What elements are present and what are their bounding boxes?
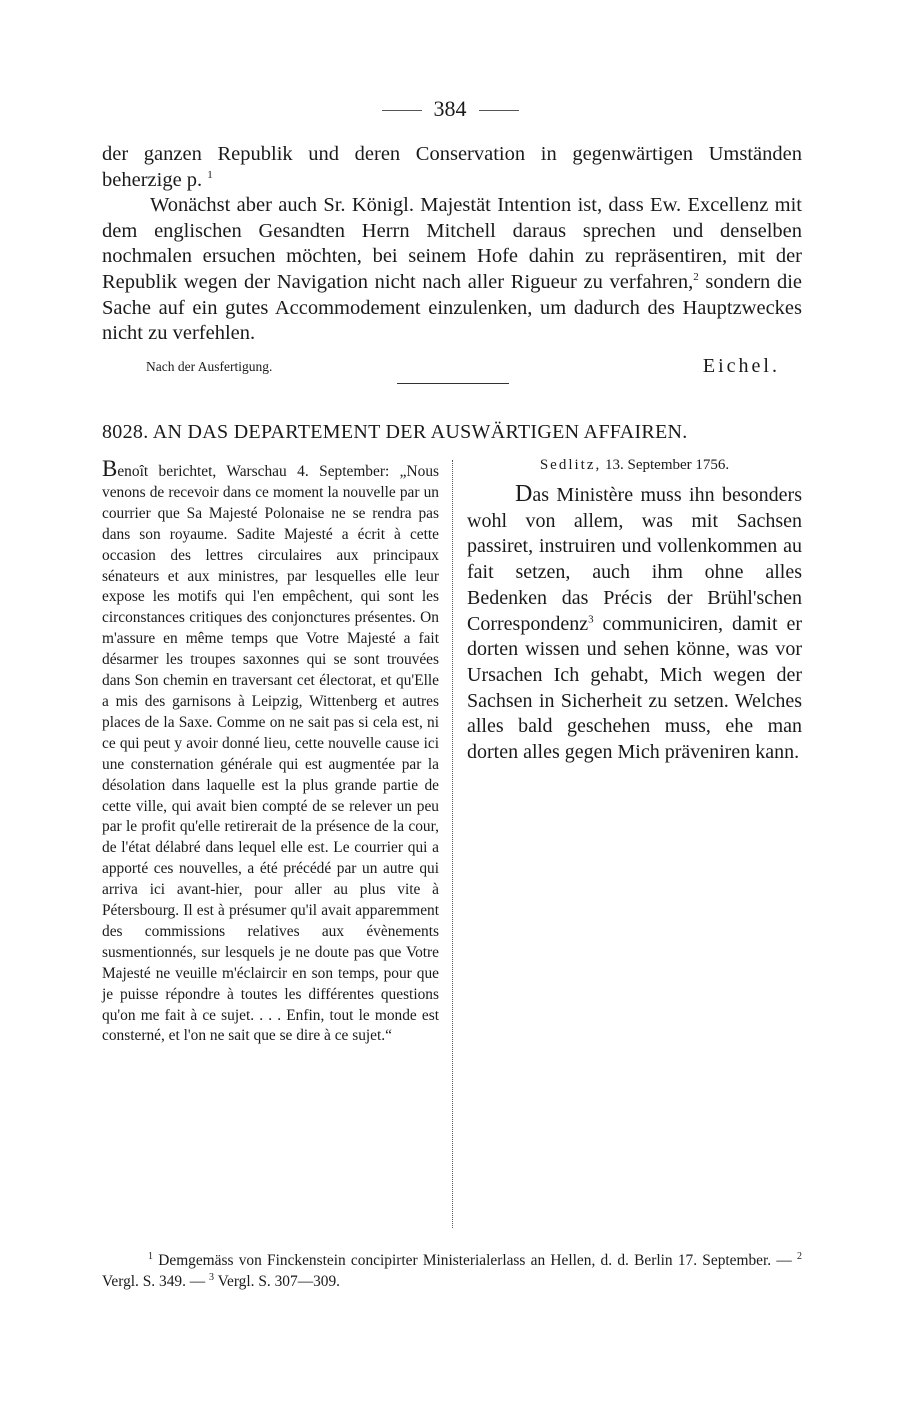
date: 13. September 1756.	[605, 457, 730, 473]
header-rule-left	[382, 110, 422, 111]
signature-row	[146, 355, 780, 381]
footnote-ref-3: 3	[588, 612, 594, 625]
column-divider	[452, 460, 453, 1228]
drop-initial-b: B	[102, 456, 118, 481]
report-text: enoît berichtet, Warschau 4. September: „Nous venons de recevoir dans ce moment la nouvelle par un courrier que Sa Majesté Polonaise ne se rendra pas dans son royaume. Sadite Majesté a écrit à cette occasion des lettres circulaires aux principaux sénateurs et aux ministres, par lesquelles elle leur expose les motifs qui l'en empêchent, qui sont les circonstances critiques des conjonctures présentes. On m'assure en même temps que Votre Majesté a fait désarmer les troupes saxonnes qui se sont trouvées dans Son chemin en traversant cet électorat, et qu'Elle a mis des garnisons à Leipzig, Wittenberg et autres places de la Saxe. Comme on ne sait pas si cela est, ni ce qui peut y avoir donné lieu, cette nouvelle cause ici une consternation générale qui est augmentée par la désolation dans laquelle est la plus grande partie de cette ville, qui avait bien compté de se relever un peu par le profit qu'elle retirerait de la présence de la cour, de l'état délabré dans lequel elle est. Le courrier qui a apporté ces nouvelles, a été précédé par un autre qui arriva ici avant-hier, pour aller au plus vite à Pétersbourg. Il est à présumer qu'il avait apparemment des commissions relatives aux évènements susmentionnés, sur lesquels je ne doute pas que Votre Majesté ne veuille m'éclaircir en son temps, pour que je puisse répondre à toutes les différentes questions qu'on me fait à ce sujet. . . . Enfin, tout le monde est consterné, et l'on ne sait que se dire à ce sujet.“	[102, 463, 439, 1045]
footnote-ref-1: 1	[207, 168, 213, 181]
paragraph-2: Wonächst aber auch Sr. Königl. Majestät Intention ist, dass Ew. Excellenz mit dem englischen Gesandten Herrn Mitchell daraus sprechen und denselben nochmalen ersuchen möchten, bei seinem Hofe dahin zu repräsentiren, mit der Republik wegen der Navigation nicht nach aller Rigueur zu verfahren,$^2$ sondern die Sache auf ein gutes Accommodement einzulenken, um dadurch des Hauptzweckes nicht zu verfehlen.	[102, 194, 803, 345]
drop-initial-d: D	[515, 481, 533, 507]
page-number-header	[0, 96, 900, 122]
page-number: 384	[433, 96, 467, 121]
dateline	[467, 457, 802, 474]
header-rule-right	[479, 110, 519, 111]
instruction-text: Das Ministère muss ihn besonders wohl von allem, was mit Sachsen passiret, instruiren und vollenkommen au fait setzen, auch ihm ohne alles Bedenken das Précis der Brühl'schen Correspondenz$^3$ communiciren, damit er dorten wissen und sehen könne, was vor Ursachen Ich gehabt, Mich wegen der Sachsen in Sicherheit zu setzen. Welches alles bald geschehen muss, ehe man dorten alles gegen Mich präveniren kann.	[467, 481, 802, 764]
footnotes: $^1$ Demgemäss von Finckenstein concipirter Ministerialerlass an Hellen, d. d. Berlin 17. September. — $^2$ Vergl. S. 349. — $^3$ Vergl. S. 307—309.	[102, 1250, 802, 1290]
document-heading: 8028. AN DAS DEPARTEMENT DER AUSWÄRTIGEN AFFAIREN.	[102, 421, 688, 443]
paragraph-1: der ganzen Republik und deren Conservation in gegenwärtigen Umständen beherzige p. $^1$	[102, 143, 802, 191]
continued-letter-text	[102, 142, 802, 347]
left-column-report	[102, 456, 439, 1047]
footnote-ref-2: 2	[693, 271, 699, 284]
place: Sedlitz,	[539, 457, 602, 473]
source-note: Nach der Ausfertigung.	[146, 359, 273, 374]
section-divider	[397, 383, 509, 384]
signature: Eichel.	[702, 355, 780, 377]
right-column-instruction	[467, 457, 802, 766]
